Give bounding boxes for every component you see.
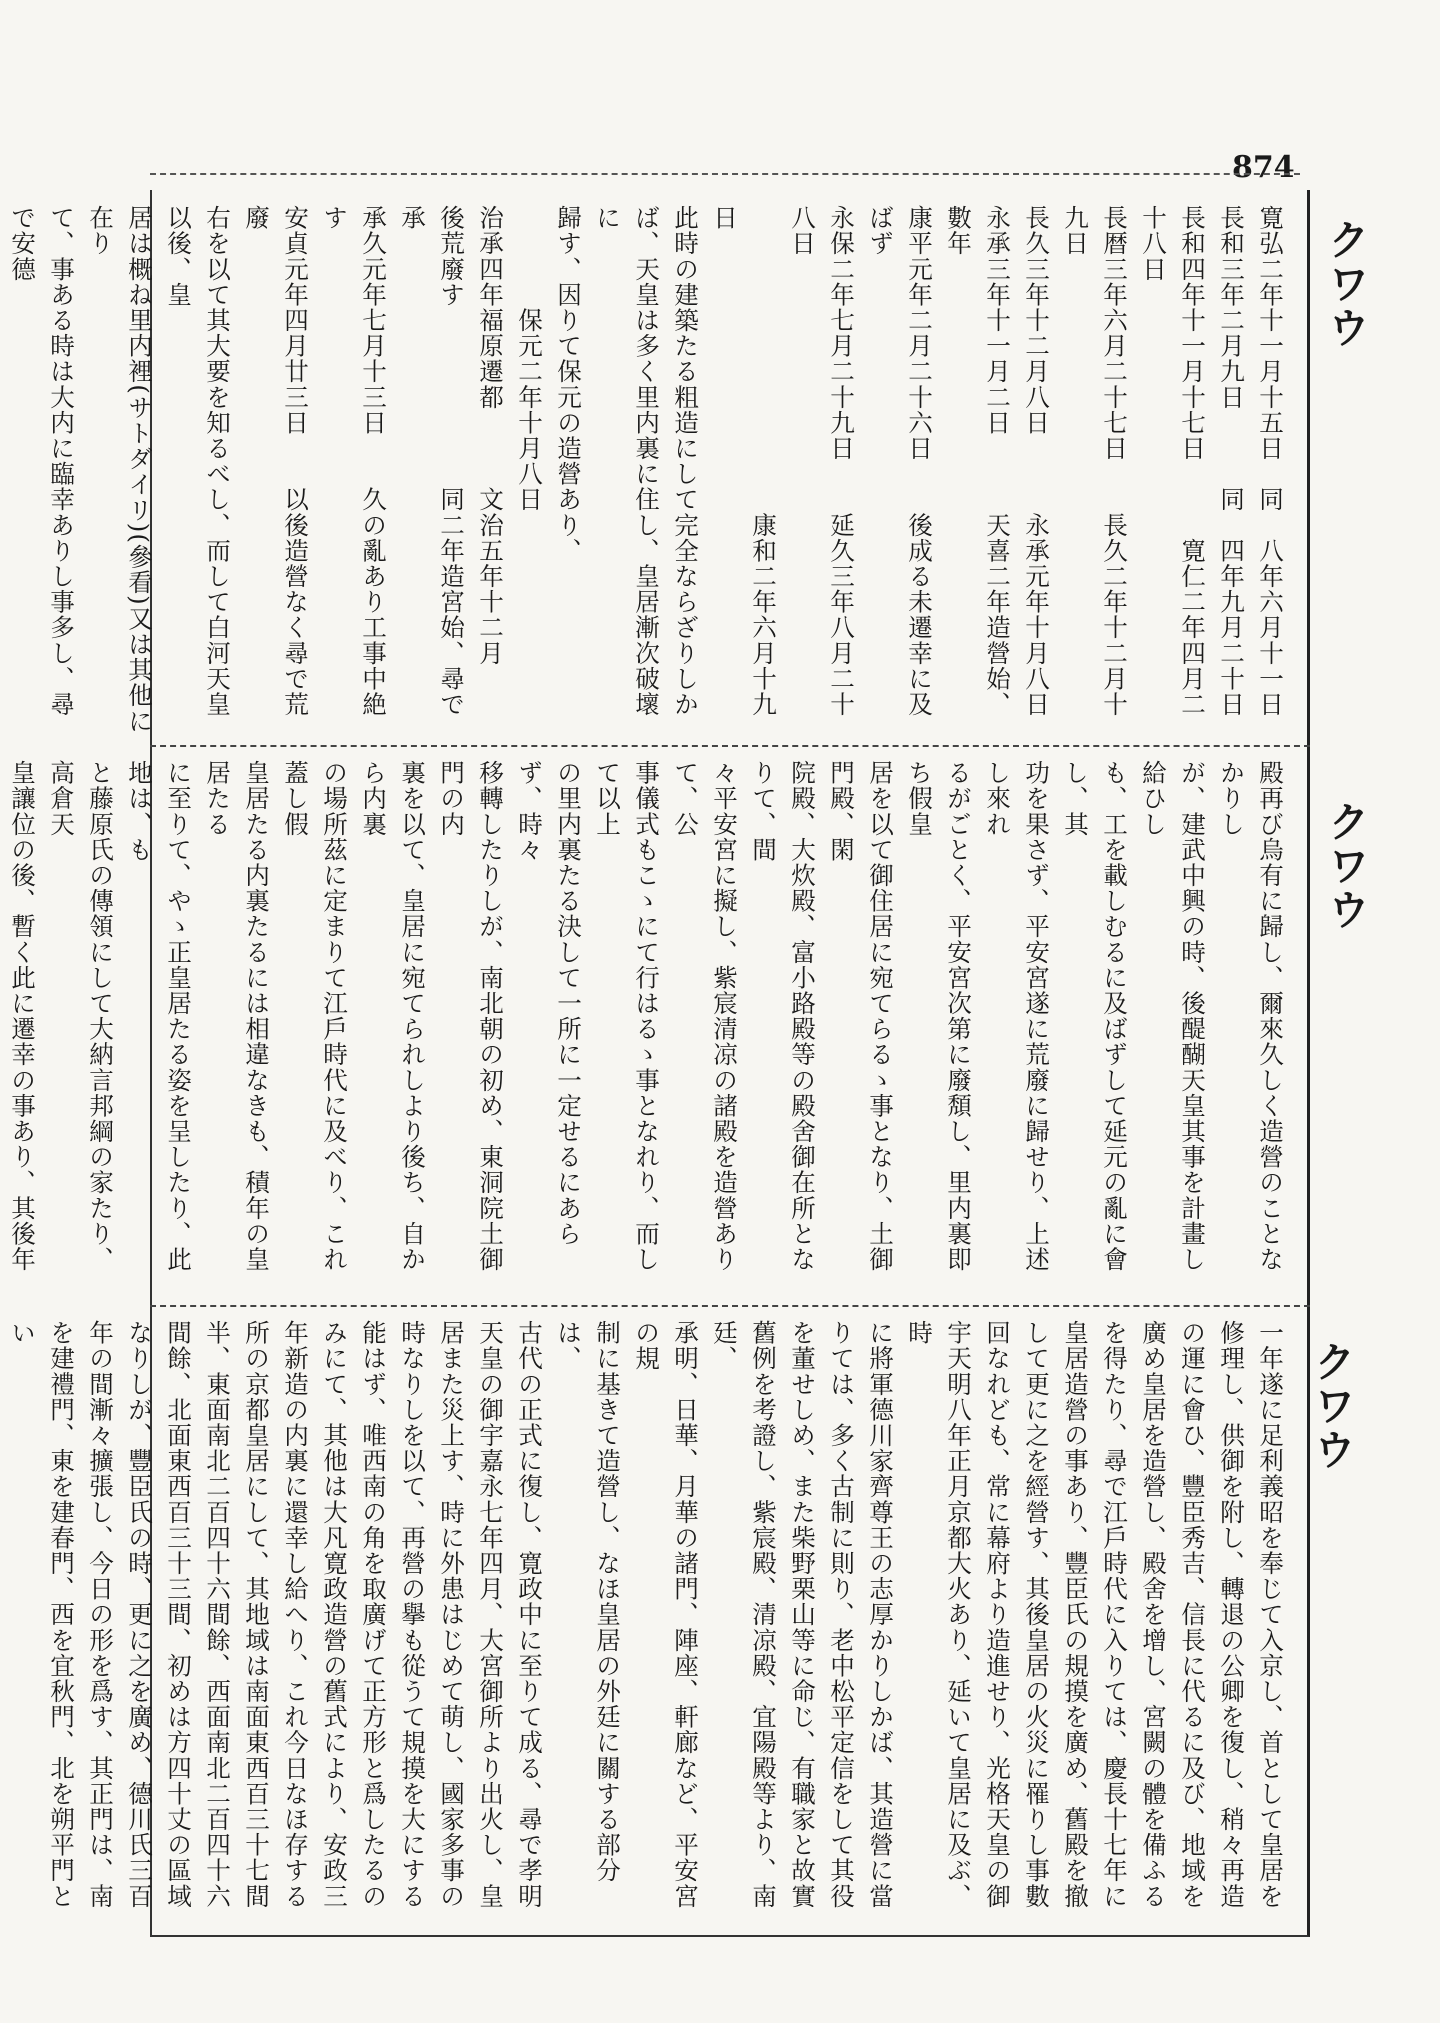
text-line: 後荒廢す 同二年造宮始、尋で承 xyxy=(398,205,466,717)
text-line: 舊例を考證し、紫宸殿、清凉殿、宜陽殿等より、南廷、 xyxy=(710,1320,778,1909)
text-line: て、事ある時は大内に臨幸ありし事多し、尋で安德 xyxy=(8,205,76,717)
text-line: の運に會ひ、豐臣秀吉、信長に代るに及び、地域を xyxy=(1178,1320,1207,1909)
text-line: 修理し、供御を附し、轉退の公卿を復し、稍々再造 xyxy=(1217,1320,1246,1909)
text-line: 皇讓位の後、暫く此に遷幸の事あり、其後年 xyxy=(8,760,37,1272)
text-line: 皇居造營の事あり、豐臣氏の規摸を廣め、舊殿を撤 xyxy=(1061,1320,1090,1909)
text-line: 制に基きて造營し、なほ皇居の外廷に關する部分は、 xyxy=(554,1320,622,1884)
text-line: 居は概ね里内裡(サトダイリ)(參看)又は其他に在り xyxy=(86,205,154,734)
section-heading: クワウ xyxy=(1308,1340,1357,1472)
text-line: 々平安宮に擬し、紫宸清凉の諸殿を造營ありて、公 xyxy=(671,760,739,1272)
text-line: 治承四年福原遷都 文治五年十二月 xyxy=(476,205,505,666)
text-line: 長和三年二月九日 同 四年九月二十日 xyxy=(1217,205,1246,717)
text-line: に將軍德川家齊尊王の志厚かりしかば、其造營に當 xyxy=(866,1320,895,1909)
text-line: を董せしめ、また柴野栗山等に命じ、有職家と故實 xyxy=(788,1320,817,1909)
text-line: 長久三年十二月八日 永承元年十月八日 xyxy=(1022,205,1051,717)
text-line: 一年遂に足利義昭を奉じて入京し、首として皇居を xyxy=(1256,1320,1285,1909)
text-line: 回なれども、常に幕府より造進せり、光格天皇の御 xyxy=(983,1320,1012,1909)
text-line: 能はず、唯西南の角を取廣げて正方形と爲したるの xyxy=(359,1320,388,1909)
text-section-2 xyxy=(8,760,1290,1295)
text-line: 承明、日華、月華の諸門、陣座、軒廊など、平安宮の規 xyxy=(632,1320,700,1909)
text-line: 永保二年七月二十九日 延久三年八月二十八日 xyxy=(788,205,856,717)
text-line: 康平元年二月二十六日 後成る未遷幸に及ばず xyxy=(866,205,934,717)
text-line: 長和四年十一月十七日 寛仁二年四月二十八日 xyxy=(1139,205,1207,717)
text-line: 保元二年十月八日 xyxy=(515,205,544,513)
text-section-1 xyxy=(8,205,1290,735)
text-line: が、建武中興の時、後醍醐天皇其事を計畫し給ひし xyxy=(1139,760,1207,1272)
text-line: ば、天皇は多く里内裏に住し、皇居漸次破壞に xyxy=(593,205,661,717)
text-line: 康和二年六月十九日 xyxy=(710,205,778,717)
text-line: みにて、其他は大凡寛政造營の舊式により、安政三 xyxy=(320,1320,349,1909)
text-line: 安貞元年四月廿三日 以後造營なく尋で荒廢 xyxy=(242,205,310,717)
text-line: 功を果さず、平安宮遂に荒廢に歸せり、上述し來れ xyxy=(983,760,1051,1272)
text-line: 殿再び烏有に歸し、爾來久しく造營のことなかりし xyxy=(1217,760,1285,1272)
text-line: の場所茲に定まりて江戶時代に及べり、これ蓋し假 xyxy=(281,760,349,1272)
text-line: 年新造の内裏に還幸し給へり、これ今日なほ存する xyxy=(281,1320,310,1909)
text-line: も、工を載しむるに及ばずして延元の亂に會し、其 xyxy=(1061,760,1129,1272)
text-line: 皇居たる内裏たるには相違なきも、積年の皇居たる xyxy=(203,760,271,1272)
text-line: りては、多く古制に則り、老中松平定信をして其役 xyxy=(827,1320,856,1909)
text-line: 永承三年十一月二日 天喜二年造營始、數年 xyxy=(944,205,1012,717)
text-line: 居また災上す、時に外患はじめて萌し、國家多事の xyxy=(437,1320,466,1909)
text-line: 宇天明八年正月京都大火あり、延いて皇居に及ぶ、時 xyxy=(905,1320,973,1909)
text-line: 年の間漸々擴張し、今日の形を爲す、其正門は、南 xyxy=(86,1320,115,1909)
text-line: 此時の建築たる粗造にして完全ならざりしか xyxy=(671,205,700,717)
text-line: を得たり、尋で江戶時代に入りては、慶長十七年に xyxy=(1100,1320,1129,1909)
section-heading: クワウ xyxy=(1322,218,1371,350)
text-line xyxy=(0,1320,3,1925)
text-line: 院殿、大炊殿、富小路殿等の殿舍御在所となりて、間 xyxy=(749,760,817,1272)
text-line: 歸す、因りて保元の造營あり、 xyxy=(554,205,583,564)
text-line: 所の京都皇居にして、其地域は南面東西百三十七間 xyxy=(242,1320,271,1909)
section-divider xyxy=(150,745,1310,747)
text-line: 半、東面南北二百四十六間餘、西面南北二百四十六 xyxy=(203,1320,232,1909)
section-heading: クワウ xyxy=(1322,800,1371,932)
text-line: 天皇の御宇嘉永七年四月、大宮御所より出火し、皇 xyxy=(476,1320,505,1909)
text-line: 古代の正式に復し、寛政中に至りて成る、尋で孝明 xyxy=(515,1320,544,1909)
text-line: に至りて、やゝ正皇居たる姿を呈したり、此地は、も xyxy=(125,760,193,1272)
text-line: 移轉したりしが、南北朝の初め、東洞院土御門の内 xyxy=(437,760,505,1272)
text-line xyxy=(0,205,3,735)
text-line: るがごとく、平安宮次第に廢頽し、里内裏即ち假皇 xyxy=(905,760,973,1272)
text-line: を建禮門、東を建春門、西を宜秋門、北を朔平門とい xyxy=(8,1320,76,1909)
text-line: なりしが、豐臣氏の時、更に之を廣め、德川氏三百 xyxy=(125,1320,154,1909)
text-section-3 xyxy=(8,1320,1290,1925)
section-divider xyxy=(150,1305,1310,1307)
text-line: 間餘、北面東西百三十三間、初めは方四十丈の區域 xyxy=(164,1320,193,1909)
text-line: 事儀式もこゝにて行はるゝ事となれり、而して以上 xyxy=(593,760,661,1272)
text-line: と藤原氏の傳領にして大納言邦綱の家たり、高倉天 xyxy=(47,760,115,1272)
text-line: して更に之を經營す、其後皇居の火災に罹りし事數 xyxy=(1022,1320,1051,1909)
page-number: 874 xyxy=(1232,150,1295,185)
text-line: 寛弘二年十一月十五日 同 八年六月十一日 xyxy=(1256,205,1285,717)
text-line: 承久元年七月十三日 久の亂あり工事中絶す xyxy=(320,205,388,717)
top-dashed-rule xyxy=(150,173,1300,175)
text-line: 廣め皇居を造營し、殿舍を增し、宮闕の體を備ふる xyxy=(1139,1320,1168,1909)
text-line: 裏を以て、皇居に宛てられしより後ち、自から内裏 xyxy=(359,760,427,1272)
text-line: 長暦三年六月二十七日 長久二年十二月十九日 xyxy=(1061,205,1129,717)
text-line: 居を以て御住居に宛てらるゝ事となり、土御門殿、閑 xyxy=(827,760,895,1272)
text-line: 右を以て其大要を知るべし、而して白河天皇以後、皇 xyxy=(164,205,232,717)
text-line: 時なりしを以て、再營の擧も從うて規摸を大にする xyxy=(398,1320,427,1909)
text-line: の里内裏たる決して一所に一定せるにあらず、時々 xyxy=(515,760,583,1247)
